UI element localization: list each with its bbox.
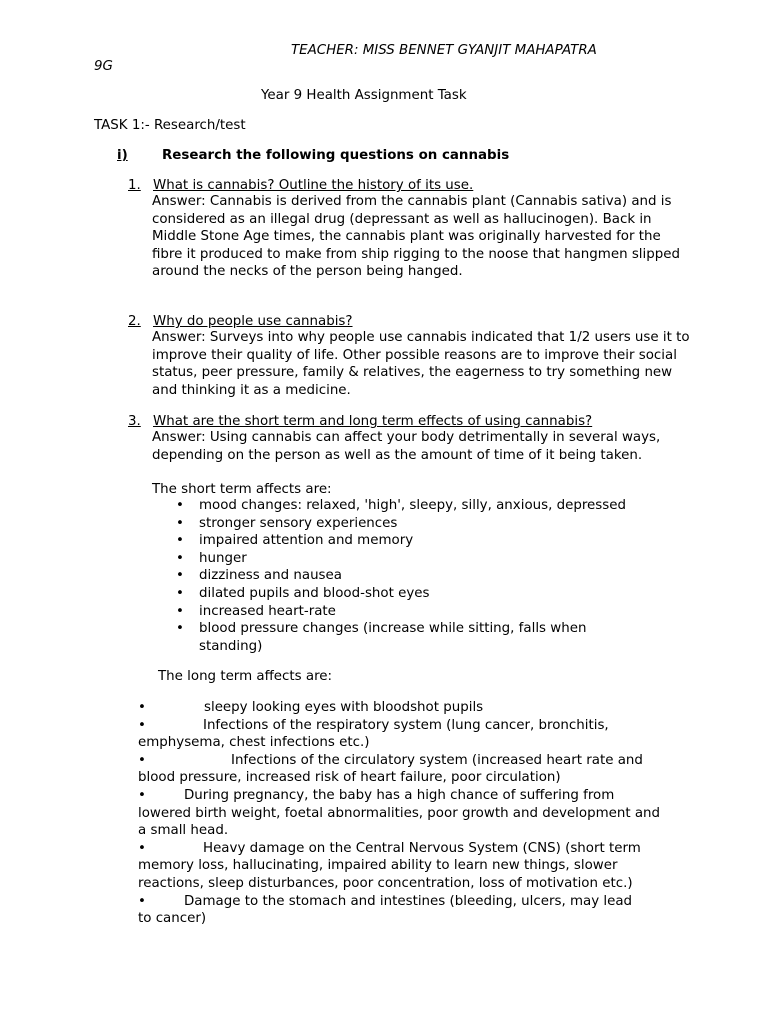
list-item: • sleepy looking eyes with bloodshot pupils <box>138 700 484 715</box>
list-item: • Heavy damage on the Central Nervous System (CNS) (short term memory loss, hallucinating, impaired ability to learn new things, slower reactions, sleep disturbances, poor concentration, loss of motivation etc.) <box>138 840 641 891</box>
answer-1: Answer: Cannabis is derived from the cannabis plant (Cannabis sativa) and is considered as an illegal drug (depressant as well as hallucinogen). Back in Middle Stone Age times, the cannabis plant was originally harvested for the fibre it produced to make from ship rigging to the noose that hangmen slipped around the necks of the person being hanged. <box>152 194 680 280</box>
section-text: Research the following questions on cannabis <box>162 148 510 163</box>
question-text: What are the short term and long term effects of using cannabis? <box>153 414 593 429</box>
question-number: 3. <box>128 414 141 429</box>
question-3 <box>128 413 592 431</box>
short-term-intro: The short term affects are: <box>152 482 332 497</box>
list-item: • hunger <box>176 550 646 568</box>
list-item: • Infections of the circulatory system (increased heart rate and blood pressure, increased risk of heart failure, poor circulation) <box>138 752 643 786</box>
answer-2: Answer: Surveys into why people use cannabis indicated that 1/2 users use it to improve their quality of life. Other possible reasons are to improve their social status, peer pressure, family & relatives, the eagerness to try something new and thinking it as a medicine. <box>152 330 690 398</box>
list-item: • increased heart-rate <box>176 603 646 621</box>
question-2 <box>128 313 353 331</box>
section-number: i) <box>117 148 128 163</box>
bullet: • <box>138 700 146 715</box>
question-1 <box>128 177 473 195</box>
long-term-list <box>138 699 678 928</box>
list-item: • dizziness and nausea <box>176 567 646 585</box>
list-item: • Infections of the respiratory system (lung cancer, bronchitis, emphysema, chest infections etc.) <box>138 717 609 751</box>
bullet: • <box>138 893 146 909</box>
list-item: • During pregnancy, the baby has a high chance of suffering from lowered birth weight, foetal abnormalities, poor growth and development and a small head. <box>138 787 661 839</box>
long-term-intro: The long term affects are: <box>158 669 333 684</box>
answer-3: Answer: Using cannabis can affect your body detrimentally in several ways, depending on the person as well as the amount of time of it being taken. <box>152 430 661 463</box>
question-number: 1. <box>128 178 141 193</box>
question-text: Why do people use cannabis? <box>153 314 353 329</box>
class-code: 9G <box>94 59 113 74</box>
task-heading: TASK 1:- Research/test <box>94 118 246 133</box>
list-item: • Damage to the stomach and intestines (bleeding, ulcers, may lead to cancer) <box>138 893 633 927</box>
list-item: • impaired attention and memory <box>176 532 646 550</box>
document-title: Year 9 Health Assignment Task <box>261 88 467 103</box>
list-item: • dilated pupils and blood-shot eyes <box>176 585 646 603</box>
bullet: • <box>138 787 146 803</box>
bullet: • <box>138 840 146 856</box>
list-item: • stronger sensory experiences <box>176 515 646 533</box>
question-text: What is cannabis? Outline the history of its use. <box>153 178 474 193</box>
question-number: 2. <box>128 314 141 329</box>
section-heading <box>117 147 509 165</box>
bullet: • <box>138 752 146 768</box>
bullet: • <box>138 717 146 733</box>
list-item: • mood changes: relaxed, 'high', sleepy, silly, anxious, depressed <box>176 497 646 515</box>
teacher-name: TEACHER: MISS BENNET GYANJIT MAHAPATRA <box>291 43 597 58</box>
short-term-list <box>176 497 646 655</box>
list-item: • blood pressure changes (increase while sitting, falls when standing) <box>176 620 619 655</box>
